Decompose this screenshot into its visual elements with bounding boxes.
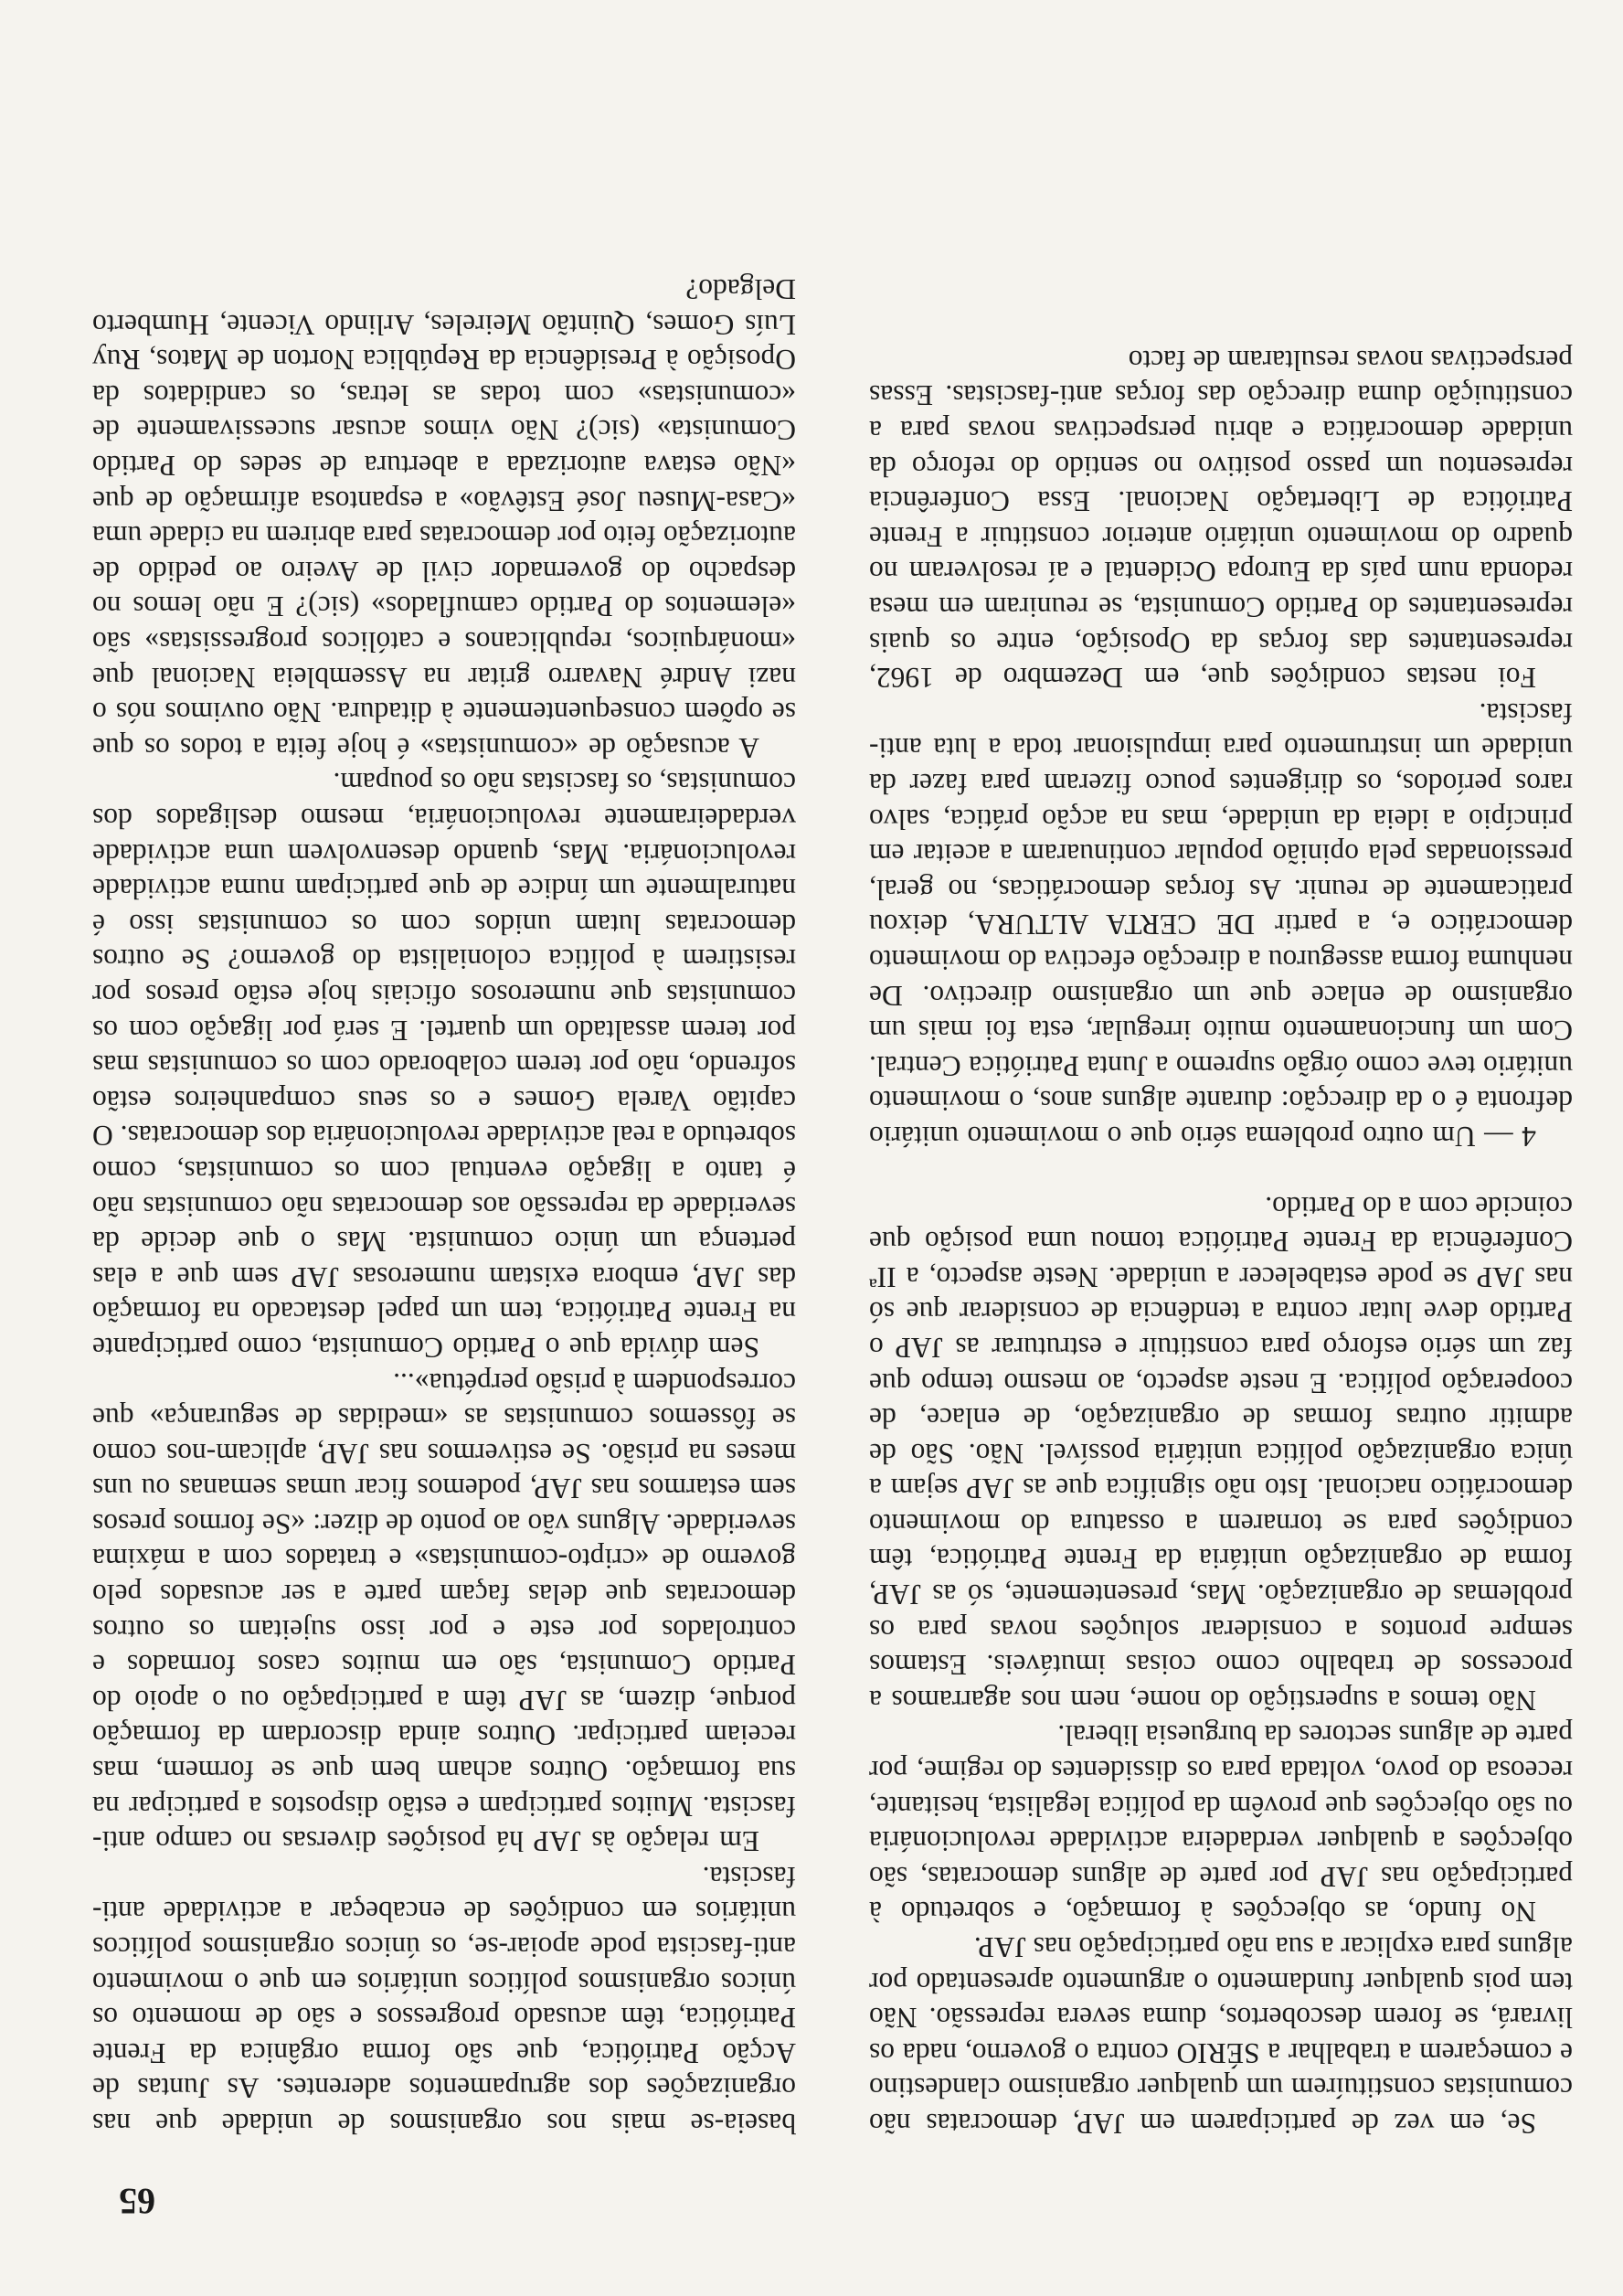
paragraph: Não temos a superstição do nome, nem nos agarramos a processos de trabalho como coisas imutáveis. Estamos sempre prontos a considerar soluções novas para os problemas de organização. Mas, presentemente, só as JAP, forma de organização unitária da Frente Patriótica, têm condições para se tornarem a ossatura do movimento democrático nacional. Isto não significa que as JAP sejam a única organização política unitária possível. Não. São de admitir outras formas de organização, de enlace, de cooperação política. E neste aspecto, ao mesmo tempo que faz um sério esforço para constituir e estruturar as JAP o Partido deve lutar contra a tendência de considerar que só nas JAP se pode estabelecer a unidade. Neste aspecto, a IIª Conferência da Frente Patriótica tomou uma posição que coincide com a do Partido. [869, 1190, 1573, 1717]
paragraph: A acusação de «comunistas» é hoje feita a todos os que se opõem consequentemente à ditadura. Não ouvimos nós o nazi André Navarro gritar na Assembleia Nacional que «monárquicos, republicanos e católicos progressistas» são «elementos do Partido camuflados» (sic)? E não lemos no despacho do governador civil de Aveiro ao pedido de autorização feito por democratas para abrirem na cidade uma «Casa-Museu José Estêvão» a espantosa afirmação de que «Não estava autorizada a abertura de sedes do Partido Comunista» (sic)? Não vimos acusar sucessivamente de «comunistas» com todas as letras, os candidatos da Oposição à Presidência da República Norton de Matos, Ruy Luís Gomes, Quintão Meireles, Arlindo Vicente, Humberto Delgado? [92, 273, 796, 764]
paragraph: Foi nestas condições que, em Dezembro de 1962, representantes das forças da Oposição, entre os quais representantes do Partido Comunista, se reuniram em mesa redonda num país da Europa Ocidental e aí resolveram no quadro do movimento unitário anterior constituir a Frente Patriótica de Libertação Nacional. Essa Conferência representou um passo positivo no sentido do reforço da unidade democrática e abriu perspectivas novas para a constituição duma direcção das forças anti-fascistas. Essas perspectivas novas resultaram de facto [869, 344, 1573, 695]
text-column-right [92, 271, 796, 2141]
text-column-left [869, 342, 1573, 2141]
page-number: 65 [119, 2181, 155, 2222]
paragraph: Em relação às JAP há posições diversas no campo anti-fascista. Muitos participam e estão dispostos a participar na sua formação. Outros acham bem que se formem, mas receiam participar. Outros ainda discordam da formação porque, dizem, as JAP têm a participação ou o apoio do Partido Comunista, são em muitos casos formados e controlados por este e por isso sujeitam os outros democratas que delas façam parte a ser acusados pelo governo de «cripto-comunistas» e tratados com a máxima severidade. Alguns vão ao ponto de dizer: «Se formos presos sem estarmos nas JAP, podemos ficar umas semanas ou uns meses na prisão. Se estivermos nas JAP, aplicam-nos como se fôssemos comunistas as «medidas de segurança» que correspondem à prisão perpétua»... [92, 1366, 796, 1858]
paragraph: Se, em vez de participarem em JAP, democratas não comunistas constituírem um qualquer organismo clandestino e começarem a trabalhar a SÉRIO contra o governo, nada os livrará, se forem descobertos, duma severa repressão. Não tem pois qualquer fundamento o argumento apresentado por alguns para explicar a sua não participação nas JAP. [869, 1931, 1573, 2140]
paragraph: Sem dúvida que o Partido Comunista, como participante na Frente Patriótica, tem um papel destacado na formação das JAP, embora existam numerosas JAP sem que a elas pertença um único comunista. Mas o que decide da severidade da repressão aos democratas não comunistas não é tanto a ligação eventual com os comunistas, como sobretudo a real actividade revolucionária dos democratas. O capitão Varela Gomes e os seus companheiros estão sofrendo, não por terem colaborado com os comunistas mas por terem assaltado um quartel. E será por ligação com os comunistas que numerosos oficiais hoje estão presos por resistirem à política colonialista do governo? Se outros democratas lutam unidos com os comunistas isso é naturalmente um índice de que participam numa actividade revolucionária. Mas, quando desenvolvem uma actividade verdadeiramente revolucionária, mesmo desligados dos comunistas, os fascistas não os poupam. [92, 767, 796, 1364]
paragraph: 4 — Um outro problema sério que o movimento unitário defronta é o da direcção: durante alguns anos, o movimento unitário teve como órgão supremo a Junta Patriótica Central. Com um funcionamento muito irregular, esta foi mais um organismo de enlace que um organismo directivo. De nenhuma forma assegurou a direcção efectiva do movimento democrático e, a partir DE CERTA ALTURA, deixou praticamente de reunir. As forças democráticas, no geral, pressionadas pela opinião popular continuaram a aceitar em princípio a ideia da unidade, mas na acção prática, salvo raros períodos, os dirigentes pouco fizeram para fazer da unidade um instrumento para impulsionar toda a luta anti-fascista. [869, 696, 1573, 1153]
paragraph: baseia-se mais nos organismos de unidade que nas organizações dos agrupamentos aderentes. As Juntas de Acção Patriótica, que são forma orgânica da Frente Patriótica, têm acusado progressos e são de momento os únicos organismos políticos unitários em que o movimento anti-fascista pode apoiar-se, os únicos organismos políticos unitários em condições de encabeçar a actividade anti-fascista. [92, 1860, 796, 2140]
paragraph: No fundo, as objecções à formação, e sobretudo à participação nas JAP por parte de alguns democratas, são objecções a qualquer verdadeira actividade revolucionária ou são objecções que provêm da política legalista, hesitante, receosa do povo, voltada para os dissidentes do regime, por parte de alguns sectores da burguesia liberal. [869, 1719, 1573, 1929]
